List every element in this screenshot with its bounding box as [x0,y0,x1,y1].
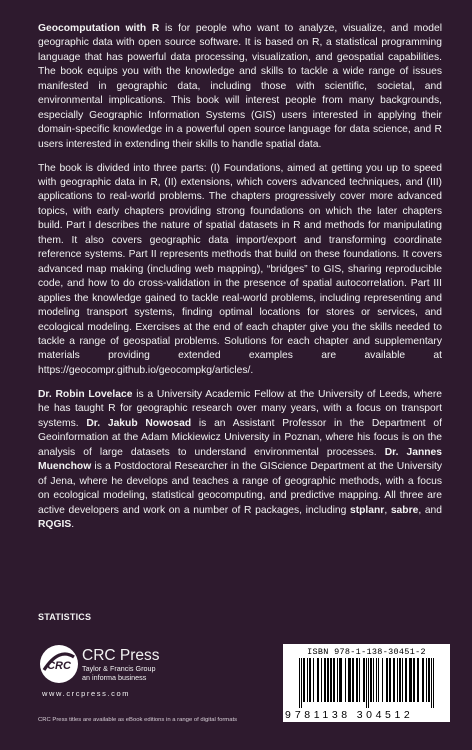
package-name-2: sabre [390,504,419,516]
author-bio-3: is a Postdoctoral Researcher in the GIScience Department at the University of Jena, where he develops and teaches a range of geographic methods, with a focus on ecological modeling, statistical geocomputing, and predictive mapping. All three are active developers and work on a number of R packages, including [38,461,442,516]
barcode-bars [291,658,442,708]
ebook-footnote: CRC Press titles are available as eBook editions in a range of digital formats [38,717,238,723]
isbn-barcode [283,644,450,722]
category-label: STATISTICS [38,612,92,622]
author-bio-2: is an Assistant Professor in the Department of Geoinformation at the Adam Mickiewicz University in Poznan, where his focus is on the analysis of large datasets to understand environmental processes. [38,417,442,458]
logo-text: CRC [47,660,71,672]
isbn-text: ISBN 978-1-138-30451-2 [307,647,426,657]
publisher-name: CRC Press [82,647,160,664]
isbn-digit-first: 9 [285,709,291,721]
author-bios [38,388,442,533]
author-name-2: Dr. Jakub Nowosad [86,417,192,429]
bio-end: . [71,518,75,530]
isbn-digits-group-1: 781138 [294,709,351,721]
publisher-group: Taylor & Francis Group [82,664,156,673]
package-separator-1: , [384,504,391,516]
publisher-block [38,643,238,703]
publisher-tagline: an informa business [82,673,147,682]
book-title: Geocomputation with R [38,23,160,34]
author-name-1: Dr. Robin Lovelace [38,388,133,400]
package-separator-2: , and [418,504,442,516]
description-paragraph-2: The book is divided into three parts: (I) Foundations, aimed at getting you up to speed with geographic data in R, (II) extensions, which covers advanced techniques, and (III) applications to real-world problems. The chapters progressively cover more advanced topics, with early chapters providing strong foundations on which the later chapters build. Part I describes the nature of spatial datasets in R and methods for manipulating them. It also covers geographic data import/export and transforming coordinate reference systems. Part II represents methods that build on these foundations. It covers advanced map making (including web mapping), “bridges” to GIS, sharing reproducible code, and how to do cross-validation in the presence of spatial autocorrelation. Part III applies the knowledge gained to tackle real-world problems, including representing and modeling transport systems, finding optimal locations for stores or services, and ecological modeling. Exercises at the end of each chapter give you the skills needed to tackle a range of geospatial problems. Solutions for each chapter and supplementary materials providing extended examples are available at https://geocompr.github.io/geocompkg/articles/. [38,162,442,376]
publisher-text [82,648,160,682]
publisher-url[interactable]: www.crcpress.com [42,689,131,698]
package-name-1: stplanr [349,504,385,516]
crc-press-logo [38,643,80,685]
description-paragraph-1 [38,22,442,152]
isbn-digits [285,709,452,721]
isbn-digits-group-2: 304512 [356,709,414,721]
author-name-3: Dr. Jannes Muenchow [38,446,442,473]
description-text-1: is for people who want to analyze, visualize, and model geographic data with open source software. It is based on R, a statistical programming language that has powerful data processing, visualization, and geospatial capabilities. The book equips you with the knowledge and skills to tackle a wide range of issues manifested in geographic data, including those with scientific, societal, and environmental implications. This book will interest people from many backgrounds, especially Geographic Information Systems (GIS) users interested in applying their domain-specific knowledge in a powerful open source language for data science, and R users interested in extending their skills to handle spatial data. [38,23,442,150]
package-name-3: RQGIS [38,518,72,530]
author-bio-1: is a University Academic Fellow at the University of Leeds, where he has taught R for geographic research over many years, with a focus on transport systems. [38,388,442,429]
description [38,22,442,542]
